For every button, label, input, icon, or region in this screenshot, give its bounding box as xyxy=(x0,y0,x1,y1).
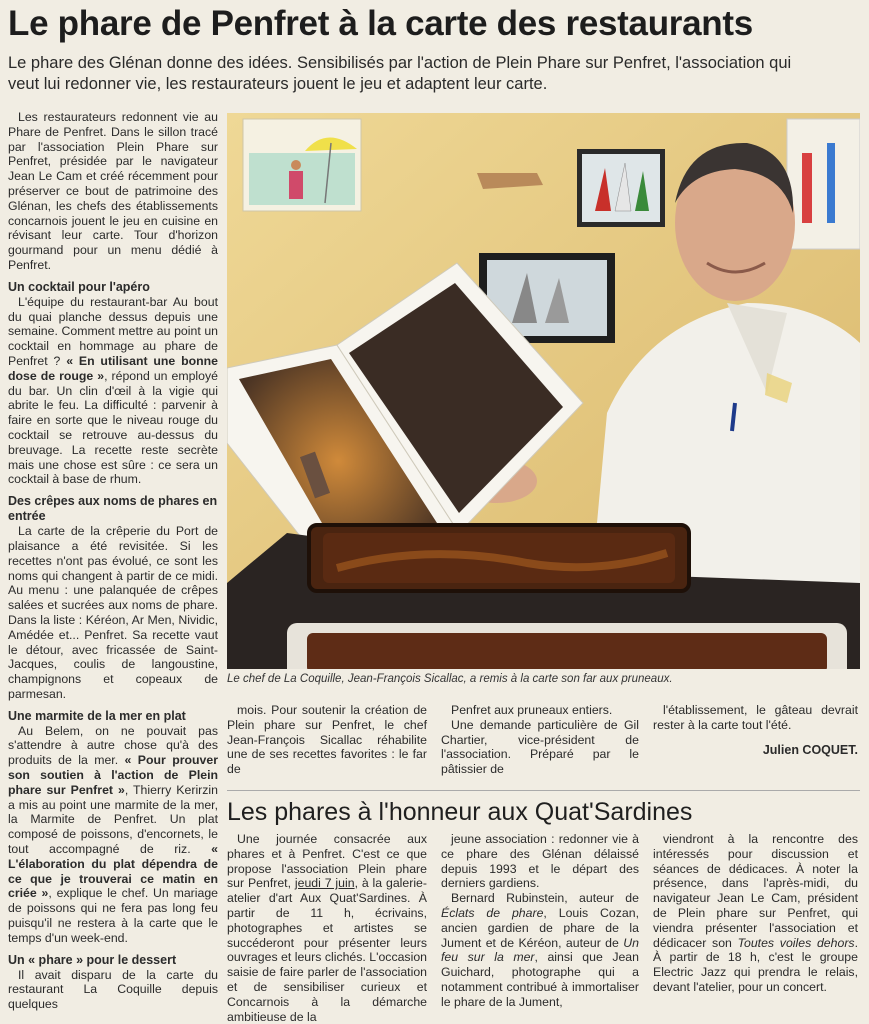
section-divider xyxy=(227,790,860,791)
section-text-marmite: Au Belem, on ne pouvait pas s'attendre à autre chose qu'à des produits de la mer. « Pour prouver son soutien à l'action de Plein phare sur Penfret », Thierry Kerirzin a mis au point une marmite de la mer, la Marmite de Penfret. Un plat composé de poissons, d'encornets, le tout accompagné de riz. « L'élaboration du plat dépendra de ce que je trouverai ce matin en criée », explique le chef. Un mariage de poissons qui ne fera pas long feu puisqu'il ne restera à la carte que le temps d'un week-end. xyxy=(8,723,218,945)
event-date: jeudi 7 juin xyxy=(294,876,355,891)
section-text-cocktail: L'équipe du restaurant-bar Au bout du quai planche dessus depuis une semaine. Comment mettre au point un cocktail en hommage au phare de Penfret ? « En utilisant une bonne dose de rouge », répond un employé du bar. Un clin d'œil à la vigie qui abrite le feu. La difficulté : parvenir à faire en sorte que le niveau rouge du cocktail se retrouve au-dessus du breuvage. La recette reste secrète mais une chose est sûre : ce sera un cocktail à base de rhum. xyxy=(8,294,219,487)
article-column-left xyxy=(8,110,218,1012)
article-text-continued-1: mois. Pour soutenir la création de Plein phare sur Penfret, le chef Jean-François Sicallac réhabilite une de ses recettes favorites : le far de xyxy=(227,703,427,777)
sidebar-column-2 xyxy=(441,832,639,1010)
sailboat-painting xyxy=(577,149,665,227)
sidebar-text-2a: jeune association : redonner vie à ce phare des Glénan délaissé depuis 1993 et le départ des derniers gardiens. xyxy=(441,832,639,891)
book-title-feu: Un feu sur la mer xyxy=(441,935,639,965)
author-signature: Julien COQUET. xyxy=(762,742,858,757)
sidebar-column-3 xyxy=(653,832,858,995)
section-title-cocktail: Un cocktail pour l'apéro xyxy=(8,279,150,294)
article-text-continued-2b: Une demande particulière de Gil Chartier, vice-président de l'association. Préparé par le pâtissier de xyxy=(441,717,639,777)
article-standfirst: Le phare des Glénan donne des idées. Sensibilisés par l'action de Plein Phare sur Penfret, l'association qui veut lui redonner vie, les restaurateurs jouent le jeu et adaptent leur carte. xyxy=(8,54,792,93)
sidebar-headline: Les phares à l'honneur aux Quat'Sardines xyxy=(227,798,693,826)
sidebar-text-1: Une journée consacrée aux phares et à Penfret. C'est ce que propose l'association Plein phare sur Penfret, jeudi 7 juin, à la galerie-atelier d'art Aux Quat'Sardines. À partir de 11 h, écrivains, photographes et artistes se succéderont pour présenter leurs ouvrages et leurs clichés. L'occasion saisie de faire parler de l'association et de sensibiliser curieux et Concarnois à la démarche ambitieuse de la xyxy=(227,832,427,1024)
quote-cocktail: « En utilisant une bonne dose de rouge » xyxy=(8,353,219,383)
article-column-4 xyxy=(653,703,858,757)
article-text-continued-2a: Penfret aux pruneaux entiers. xyxy=(451,703,613,717)
beach-painting xyxy=(243,119,361,211)
article-intro: Les restaurateurs redonnent vie au Phare de Penfret. Dans le sillon tracé par l'association Plein Phare sur Penfret, présidée par le navigateur Jean Le Cam et créé récemment pour préserver ce bout de patrimoine des Glénan, les chefs des établissements concarnois jouent le jeu en cuisine en révisant leur carte. Tour d'horizon gourmand pour un menu dédié à Penfret. xyxy=(8,110,218,272)
photo-caption: Le chef de La Coquille, Jean-François Sicallac, a remis à la carte son far aux pruneaux. xyxy=(227,673,673,685)
article-text-continued-3: l'établissement, le gâteau devrait rester à la carte tout l'été. xyxy=(653,703,858,732)
book-title-eclats: Éclats de phare xyxy=(441,905,544,920)
lighthouse-painting xyxy=(787,119,860,249)
article-headline: Le phare de Penfret à la carte des restaurants xyxy=(8,4,753,43)
quote-marmite-2: « L'élaboration du plat dépendra de ce que je trouverai ce matin en criée » xyxy=(8,842,218,901)
sidebar-text-3: viendront à la rencontre des intéressés pour discussion et séances de dédicaces. À noter la présence, dans l'après-midi, du navigateur Jean Le Cam, président de Plein phare sur Penfret, qui viendra présenter l'association et dédicacer son Toutes voiles dehors. À partir de 18 h, c'est le groupe Electric Jazz qui prendra le relais, devant l'atelier, pour un concert. xyxy=(653,832,858,994)
section-title-dessert: Un « phare » pour le dessert xyxy=(8,952,177,967)
sidebar-text-2b: Bernard Rubinstein, auteur de Éclats de phare, Louis Cozan, ancien gardien de phare de la Jument et de Kéréon, auteur de Un feu sur la mer, ainsi que Jean Guichard, photographe qui a notamment contribué à immortaliser le phare de la Jument, xyxy=(441,891,639,1009)
section-title-marmite: Une marmite de la mer en plat xyxy=(8,708,186,723)
article-photo xyxy=(227,113,860,669)
book-title-voiles: Toutes voiles dehors xyxy=(737,935,855,950)
section-text-crepes: La carte de la crêperie du Port de plaisance a été revisitée. Si les recettes n'ont pas évolué, ce sont les noms qui changent à partir de ce midi. Au menu : une palanquée de crêpes salées et sucrées aux noms de phare. Dans la liste : Kéréon, Ar Men, Nividic, Amédée et... Penfret. Sa recette vaut le détour, avec fricassée de Saint-Jacques, coulis de langoustine, champignons et copeaux de parmesan. xyxy=(8,524,218,701)
article-column-2 xyxy=(227,703,427,777)
section-text-dessert: Il avait disparu de la carte du restaurant La Coquille depuis quelques xyxy=(8,967,218,1012)
sidebar-column-1 xyxy=(227,832,427,1024)
section-title-crepes: Des crêpes aux noms de phares en entrée xyxy=(8,494,218,524)
article-column-3 xyxy=(441,703,639,777)
quote-marmite-1: « Pour prouver son soutien à l'action de Plein phare sur Penfret » xyxy=(8,753,218,797)
